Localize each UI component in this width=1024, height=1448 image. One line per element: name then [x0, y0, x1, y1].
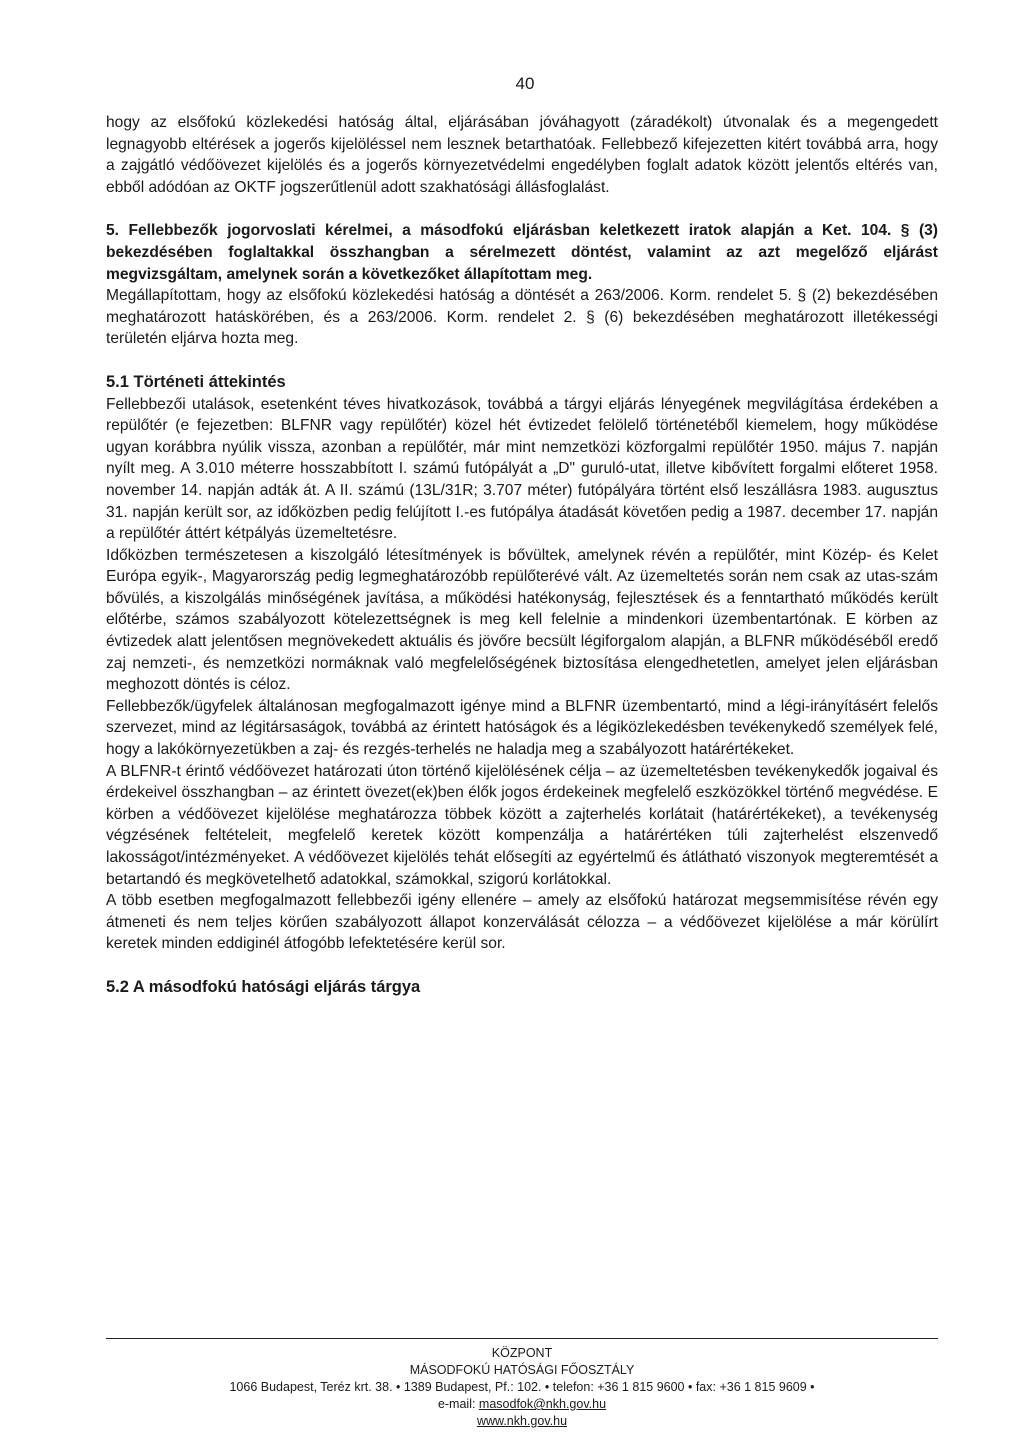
paragraph: Fellebbezők/ügyfelek általánosan megfogalmazott igénye mind a BLFNR üzembentartó, mind a légi-irányításért felelős szervezet, mind az légitársaságok, továbbá az érintett hatóságok és a légiközlekedésben tevékenykedő személyek felé, hogy a lakókörnyezetükben a zaj- és rezgés-terhelés ne haladja meg a szabályozott határértékeket.	[106, 697, 938, 759]
paragraph: Fellebbezői utalások, esetenként téves hivatkozások, továbbá a tárgyi eljárás lényegének megvilágítása érdekében a repülőtér (e fejezetben: BLFNR vagy repülőtér) közel hét évtizedet felölelő történetéből kiemelem, hogy működése ugyan korábbra nyúlik vissza, azonban a repülőtér, már mint nemzetközi közforgalmi repülőtér 1950. május 7. napján nyílt meg. A 3.010 méterre hosszabbított I. számú futópályát a „D" guruló-utat, illetve kibővített forgalmi előteret 1958. november 14. napján adták át. A II. számú (13L/31R; 3.707 méter) futópályára történt első leszállásra 1983. augusztus 31. napján került sor, az időközben pedig felújított I.-es futópálya átadását követően pedig a 1987. december 17. napján a repülőtér áttért kétpályás üzemeltetésre.	[106, 395, 938, 543]
page-footer	[106, 1338, 938, 1430]
footer-email-link[interactable]: masodfok@nkh.gov.hu	[478, 1397, 607, 1411]
paragraph: Megállapítottam, hogy az elsőfokú közlekedési hatóság a döntését a 263/2006. Korm. rendelet 5. § (2) bekezdésében meghatározott hatáskörében, és a 263/2006. Korm. rendelet 2. § (6) bekezdésében meghatározott illetékességi területén eljárva hozta meg.	[106, 287, 938, 348]
footer-office: KÖZPONT	[491, 1346, 553, 1360]
paragraph: hogy az elsőfokú közlekedési hatóság által, eljárásában jóváhagyott (záradékolt) útvonalak és a megengedett legnagyobb eltérések a jogerős kijelöléssel nem lesznek betarthatóak. Fellebbező kifejezetten kitért továbbá arra, hogy a zajgátló védőövezet kijelölés és a jogerős környezetvédelmi engedélyben foglalt adatok között jelentős eltérés van, ebből adódóan az OKTF jogszerűtlenül adott szakhatósági állásfoglalást.	[106, 114, 938, 196]
footer-email-label: e-mail:	[437, 1397, 479, 1411]
footer-email-line	[106, 1396, 938, 1413]
footer-department: MÁSODFOKÚ HATÓSÁGI FŐOSZTÁLY	[409, 1363, 635, 1377]
paragraph: A BLFNR-t érintő védőövezet határozati úton történő kijelölésének célja – az üzemeltetésben tevékenykedők jogaival és érdekeivel összhangban – az érintett övezet(ek)ben élők jogos érdekeinek megfelelő eszközökkel történő megvédése. E körben a védőövezet kijelölése meghatározza többek között a zajterhelés korlátait (határértékeket), a tevékenység végzésének feltételeit, megfelelő keretek között kompenzálja a határértéken túli zajterhelést elszenvedő lakosságot/intézményeket. A védőövezet kijelölés tehát elősegíti az egyértelmű és átlátható viszonyok megteremtését a betartandó és megkövetelhető adatokkal, számokkal, szigorú korlátokkal.	[106, 762, 938, 888]
section-5-heading: 5. Fellebbezők jogorvoslati kérelmei, a másodfokú eljárásban keletkezett iratok alapján a Ket. 104. § (3) bekezdésében foglaltakkal összhangban a sérelmezett döntést, valamint az azt megelőző eljárást megvizsgáltam, amelynek során a következőket állapítottam meg.	[106, 222, 938, 283]
paragraph: Időközben természetesen a kiszolgáló létesítmények is bővültek, amelynek révén a repülőtér, mint Közép- és Kelet Európa egyik-, Magyarország pedig legmeghatározóbb repülőterévé vált. Az üzemeltetés során nem csak az utas-szám bővülés, a kiszolgálás minőségének javítása, a működési hatékonyság, fejlesztések és a fenntartható működés került előtérbe, számos szabályozott kötelezettségnek is meg kell felelnie a mindenkori üzembentartónak. E körben az évtizedek alatt jelentősen megnövekedett aktuális és jövőre becsült légiforgalom alapján, a BLFNR működéséből eredő zaj nemzeti-, és nemzetközi normáknak való megfelelőségének biztosítása elengedhetetlen, amelyet jelen eljárásban meghozott döntés is céloz.	[106, 546, 938, 694]
section-5-1-heading: 5.1 Történeti áttekintés	[106, 372, 286, 391]
paragraph: A több esetben megfogalmazott fellebbezői igény ellenére – amely az elsőfokú határozat megsemmisítése révén egy átmeneti és nem teljes körűen szabályozott állapot konzerválását célozza – a védőövezet kijelölése a már körülírt keretek minden eddiginél átfogóbb lefektetésére kerül sor.	[106, 892, 938, 953]
document-body	[106, 112, 938, 999]
footer-address: 1066 Budapest, Teréz krt. 38. • 1389 Budapest, Pf.: 102. • telefon: +36 1 815 9600 • fax: +36 1 815 9609 •	[229, 1380, 815, 1394]
footer-website-link[interactable]: www.nkh.gov.hu	[476, 1414, 568, 1428]
page-number: 40	[515, 74, 535, 93]
section-5-2-heading: 5.2 A másodfokú hatósági eljárás tárgya	[106, 977, 421, 996]
